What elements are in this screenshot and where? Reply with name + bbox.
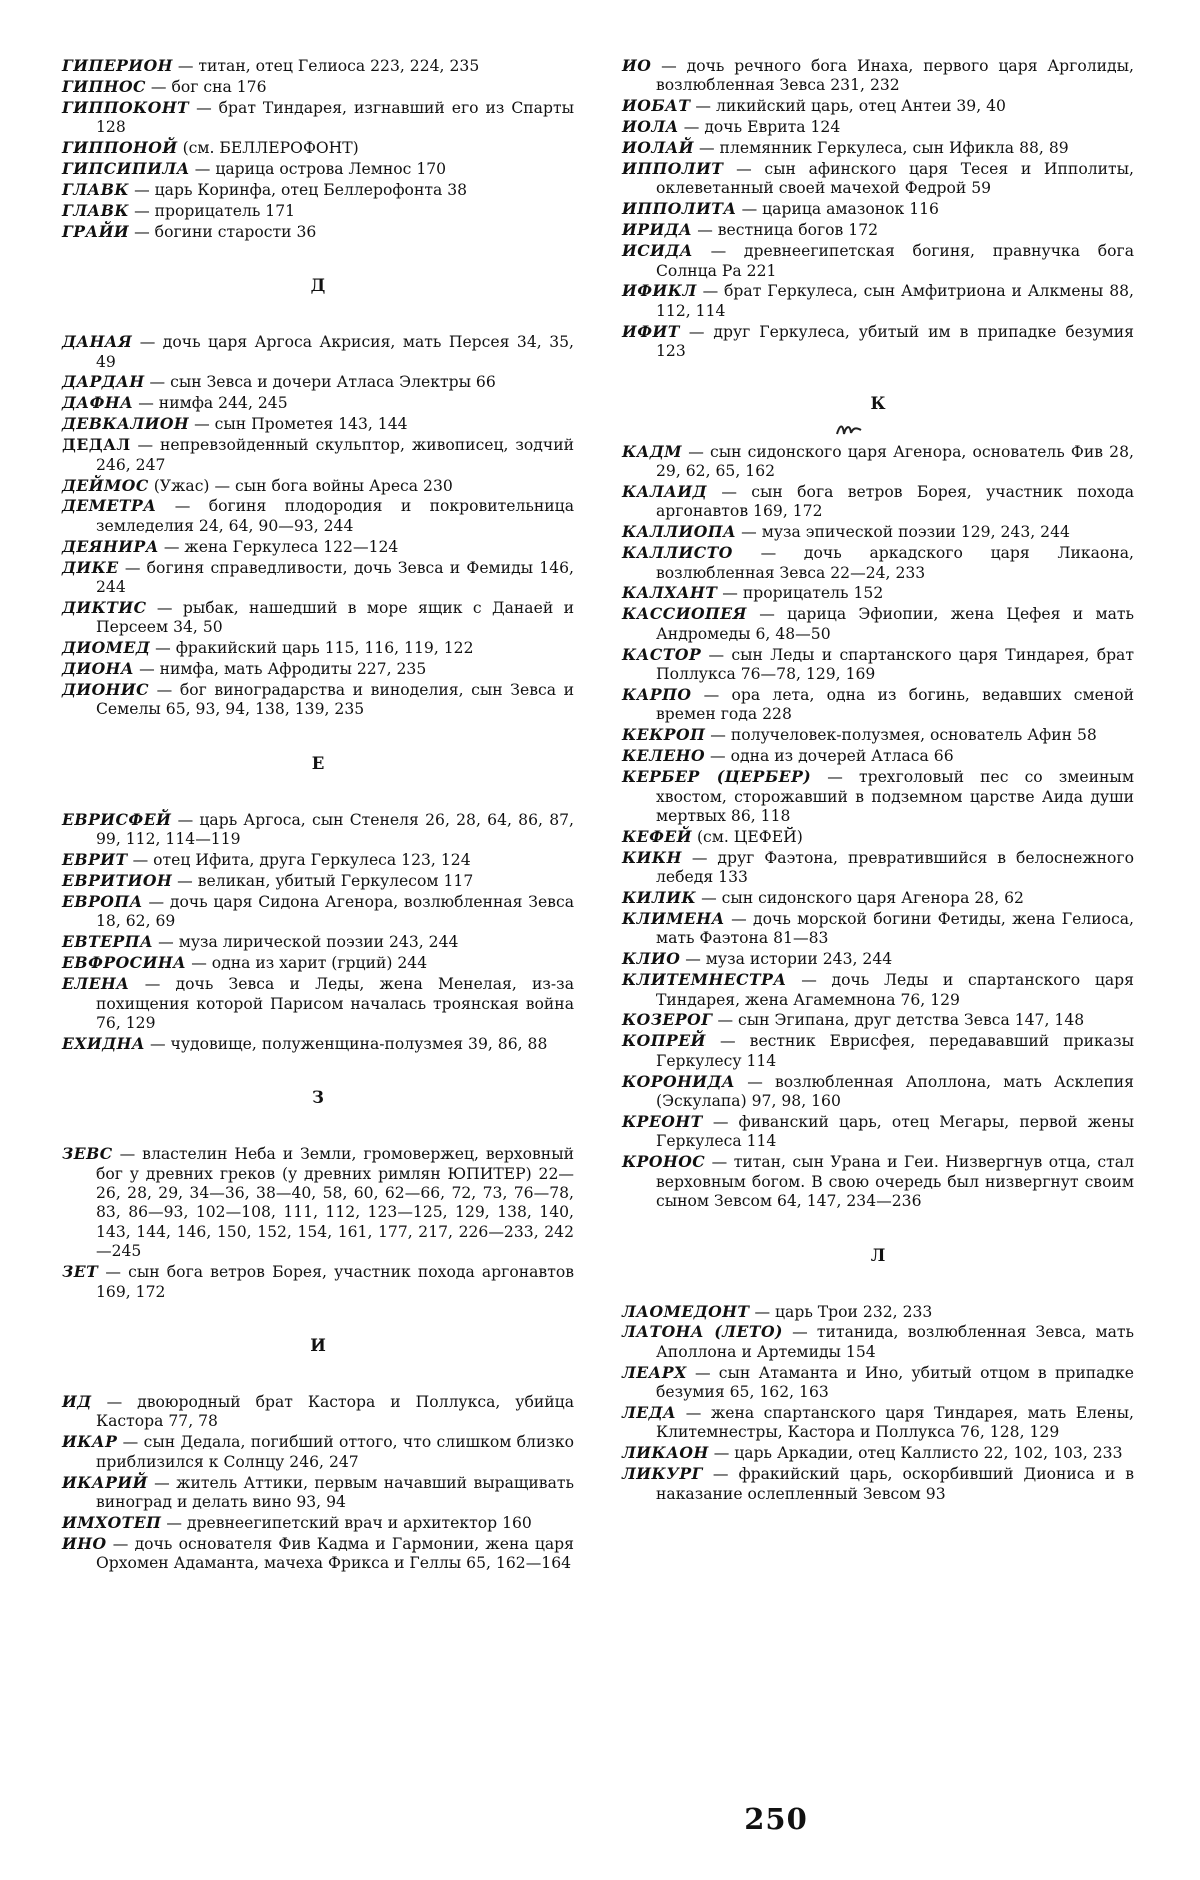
entry-term: ИОБАТ [622, 96, 691, 116]
section-letter-d: Д [310, 276, 326, 296]
entry-term: КЕЛЕНО [622, 746, 706, 766]
entry-term: ИППОЛИТ [622, 159, 724, 179]
entry-term: КАЛХАНТ [622, 583, 718, 603]
index-entry [62, 138, 574, 158]
entry-term: ИМХОТЕП [62, 1512, 162, 1532]
entry-term: ДЕВКАЛИОН [62, 414, 190, 434]
entry-text: — друг Геркулеса, убитый им в припадке безумия 123 [656, 322, 1134, 361]
index-entry [622, 725, 1134, 745]
entry-term: ЕЛЕНА [62, 974, 130, 994]
index-entry [62, 77, 574, 97]
entry-term: КЛИМЕНА [622, 908, 725, 928]
index-entry [62, 659, 574, 679]
index-entry [622, 281, 1134, 321]
page-number: 250 [744, 1802, 808, 1836]
entry-term: ЗЕТ [62, 1262, 99, 1282]
section-i [62, 1392, 574, 1574]
index-entry [62, 1534, 574, 1574]
entry-term: ИКАР [62, 1432, 118, 1452]
entry-text: — бог сна 176 [145, 77, 267, 96]
index-entry [62, 180, 574, 200]
entry-text: — ликийский царь, отец Антеи 39, 40 [690, 97, 1006, 116]
entry-text: — царь Аркадии, отец Каллисто 22, 102, 103, 233 [708, 1444, 1123, 1463]
index-entry [62, 1262, 574, 1302]
entry-text: — титан, отец Гелиоса 223, 224, 235 [172, 57, 480, 75]
entry-text: — нимфа, мать Афродиты 227, 235 [134, 660, 427, 679]
entry-term: ЛЕАРХ [622, 1362, 687, 1382]
entry-text: — великан, убитый Геркулесом 117 [172, 872, 474, 891]
index-entry [622, 1031, 1134, 1071]
index-entry [62, 435, 574, 475]
index-entry [62, 1392, 574, 1432]
index-entry [62, 372, 574, 392]
entry-text: — сын Эгипана, друг детства Зевса 147, 148 [712, 1011, 1085, 1030]
entry-term: КОРОНИДА [622, 1071, 736, 1091]
entry-term: ГЛАВК [62, 179, 130, 199]
index-entry [62, 850, 574, 870]
entry-term: ГИППОНОЙ [62, 138, 178, 158]
index-entry [622, 56, 1134, 96]
index-entry [622, 1302, 1134, 1322]
entry-text: — вестник Еврисфея, передававший приказы Геркулесу 114 [656, 1032, 1134, 1070]
index-entry [622, 1464, 1134, 1504]
index-entry [62, 892, 574, 932]
entry-text: — богиня справедливости, дочь Зевса и Фемиды 146, 244 [96, 558, 574, 597]
index-entry [622, 1443, 1134, 1463]
entry-term: КАССИОПЕЯ [622, 604, 747, 624]
index-entry [622, 1322, 1134, 1362]
entry-text: — жена спартанского царя Тиндарея, мать Елены, Клитемнестры, Кастора и Поллукса 76, 128, 129 [656, 1404, 1134, 1442]
index-entry [622, 322, 1134, 362]
entry-term: КЕКРОП [622, 725, 706, 745]
entry-term: ИФИТ [622, 321, 680, 341]
entry-text: — царь Коринфа, отец Беллерофонта 38 [129, 180, 468, 199]
index-entry [622, 138, 1134, 158]
entry-text: — титанида, возлюбленная Зевса, мать Аполлона и Артемиды 154 [656, 1323, 1134, 1361]
index-entry [62, 1144, 574, 1261]
section-k [622, 442, 1134, 1212]
entry-term: ЛАТОНА (ЛЕТО) [622, 1322, 783, 1342]
entry-text: — царица Эфиопии, жена Цефея и мать Андромеды 6, 48—50 [656, 605, 1134, 643]
entry-term: ЕВРОПА [62, 892, 143, 911]
entry-term: КАРПО [622, 684, 692, 704]
section-d [62, 332, 574, 720]
entry-term: ИОЛА [622, 117, 679, 137]
entry-term: КЛИО [622, 949, 681, 969]
index-entry [622, 543, 1134, 583]
entry-text: — дочь Зевса и Леды, жена Менелая, из-за похищения которой Парисом началась троянская война 76, 129 [96, 975, 574, 1032]
entry-text: — дочь аркадского царя Ликаона, возлюбленная Зевса 22—24, 233 [656, 544, 1134, 582]
index-entry [622, 1403, 1134, 1443]
index-entry [622, 159, 1134, 199]
entry-text: — друг Фаэтона, превратившийся в белоснежного лебедя 133 [656, 848, 1134, 887]
entry-term: ИКАРИЙ [62, 1472, 148, 1492]
index-entry [622, 583, 1134, 603]
entry-text: — жена Геркулеса 122—124 [158, 537, 399, 556]
entry-term: ЕВФРОСИНА [62, 953, 187, 973]
entry-term: ЕВРИТ [62, 850, 128, 870]
entry-term: ГРАЙИ [62, 221, 130, 241]
index-entry [62, 414, 574, 434]
entry-term: КАЛЛИСТО [622, 543, 733, 563]
section-letter-i: И [310, 1336, 326, 1355]
entry-term: ДАРДАН [62, 372, 145, 392]
entry-text: — брат Геркулеса, сын Амфитриона и Алкмены 88, 112, 114 [656, 282, 1134, 320]
entry-text: — властелин Неба и Земли, громовержец, верховный бог у древних греков (у древних римлян ЮПИТЕР) 22—26, 28, 29, 34—36, 38—40, 58, 60, 62—66, 72, 73, 76—78, 83, 86—93, 102—108, 111, 112, 123—125, 129, 138, 140, 143, 144, 146, 150, 152, 154, 161, 177, 217, 226—233, 242—245 [96, 1145, 574, 1261]
entry-text: — титан, сын Урана и Геи. Низвергнув отца, стал верховным богом. В свою очередь был низвергнут своим сыном Зевсом 64, 147, 234—236 [656, 1153, 1134, 1211]
entry-text: — получеловек-полузмея, основатель Афин 58 [705, 726, 1097, 745]
entry-text: — брат Тиндарея, изгнавший его из Спарты 128 [96, 98, 574, 137]
entry-text: — чудовище, полуженщина-полузмея 39, 86, 88 [145, 1034, 548, 1053]
index-entry [622, 1010, 1134, 1030]
index-entry [622, 241, 1134, 281]
index-entry [62, 932, 574, 952]
entry-text: — царица острова Лемнос 170 [189, 160, 447, 179]
entry-term: ЕВРИТИОН [62, 871, 173, 891]
entry-text: — сын Зевса и дочери Атласа Электры 66 [144, 373, 496, 392]
index-entry [62, 537, 574, 557]
entry-term: КЛИТЕМНЕСТРА [622, 970, 787, 990]
section-l [622, 1302, 1134, 1505]
entry-text: — прорицатель 171 [129, 201, 296, 220]
entry-text: — двоюродный брат Кастора и Поллукса, убийца Кастора 77, 78 [91, 1393, 574, 1431]
entry-text: — богини старости 36 [129, 222, 317, 241]
index-entry [622, 604, 1134, 644]
index-entry [622, 645, 1134, 685]
entry-text: — прорицатель 152 [717, 584, 884, 603]
section-i-continued [622, 56, 1134, 362]
index-entry [62, 598, 574, 638]
entry-text: — древнеегипетская богиня, правнучка бога Солнца Ра 221 [656, 242, 1134, 280]
entry-text: — непревзойденный скульптор, живописец, зодчий 246, 247 [96, 436, 574, 474]
entry-text: — дочь Еврита 124 [678, 118, 841, 137]
entry-term: ДИКЕ [62, 557, 119, 577]
entry-term: ИОЛАЙ [622, 138, 695, 158]
entry-term: ДАФНА [62, 393, 134, 413]
entry-text: (см. БЕЛЛЕРОФОНТ) [177, 139, 359, 158]
index-entry [62, 496, 574, 536]
index-entry [62, 558, 574, 598]
entry-text: — муза лирической поэзии 243, 244 [153, 933, 459, 952]
right-column [622, 56, 1134, 1504]
entry-term: ГИПНОС [62, 76, 146, 96]
entry-term: ДЕЯНИРА [62, 536, 159, 556]
entry-term: ЕВРИСФЕЙ [62, 809, 172, 829]
entry-text: — царица амазонок 116 [736, 200, 939, 219]
entry-term: ДИОНИС [62, 680, 150, 700]
entry-text: — дочь царя Сидона Агенора, возлюбленная Зевса 18, 62, 69 [96, 893, 574, 931]
entry-text: — сын Прометея 143, 144 [189, 415, 408, 434]
index-entry [622, 848, 1134, 888]
index-entry [622, 1363, 1134, 1403]
section-e [62, 810, 574, 1054]
entry-term: ДЕМЕТРА [62, 496, 157, 516]
entry-text: — дочь морской богини Фетиды, жена Гелиоса, мать Фаэтона 81—83 [656, 909, 1134, 948]
index-entry [62, 1513, 574, 1533]
entry-term: ЗЕВС [62, 1144, 113, 1164]
entry-text: — рыбак, нашедший в море ящик с Данаей и Персеем 34, 50 [96, 598, 574, 637]
entry-term: КАЛАИД [622, 481, 707, 501]
index-entry [622, 1112, 1134, 1152]
index-entry [622, 220, 1134, 240]
index-entry [622, 767, 1134, 826]
index-entry [62, 98, 574, 138]
entry-text: — древнеегипетский врач и архитектор 160 [161, 1513, 532, 1532]
entry-text: — сын сидонского царя Агенора 28, 62 [696, 889, 1024, 908]
entry-text: — царь Трои 232, 233 [749, 1302, 933, 1321]
index-entry [62, 332, 574, 372]
index-entry [62, 159, 574, 179]
index-entry [622, 482, 1134, 522]
entry-text: — ора лета, одна из богинь, ведавших сменой времен года 228 [656, 685, 1134, 724]
entry-text: — фракийский царь, оскорбивший Диониса и в наказание ослепленный Зевсом 93 [656, 1465, 1134, 1503]
entry-term: ИО [622, 56, 652, 75]
index-entry [62, 680, 574, 720]
section-letter-l: Л [870, 1245, 886, 1265]
entry-text: — племянник Геркулеса, сын Ификла 88, 89 [694, 139, 1069, 158]
entry-term: КАЛЛИОПА [622, 522, 737, 542]
entry-text: — возлюбленная Аполлона, мать Асклепия (Эскулапа) 97, 98, 160 [656, 1072, 1134, 1111]
left-column [62, 56, 574, 1574]
index-entry [622, 909, 1134, 949]
entry-term: ИД [62, 1392, 92, 1411]
section-letter-k: К [870, 393, 886, 413]
index-entry [622, 1152, 1134, 1211]
entry-text: — муза эпической поэзии 129, 243, 244 [736, 523, 1070, 542]
entry-text: — царь Аргоса, сын Стенеля 26, 28, 64, 86, 87, 99, 112, 114—119 [96, 810, 574, 849]
entry-term: ЛИКУРГ [622, 1464, 703, 1484]
entry-text: — сын Дедала, погибший оттого, что слишком близко приблизился к Солнцу 246, 247 [96, 1433, 574, 1471]
entry-term: ИСИДА [622, 241, 693, 261]
entry-text: — муза истории 243, 244 [680, 950, 893, 969]
entry-text: — вестница богов 172 [692, 221, 879, 240]
entry-text: — сын Атаманта и Ино, убитый отцом в припадке безумия 65, 162, 163 [656, 1363, 1134, 1402]
entry-text: — сын Леды и спартанского царя Тиндарея, брат Поллукса 76—78, 129, 169 [656, 645, 1134, 684]
entry-text: — дочь основателя Фив Кадма и Гармонии, жена царя Орхомен Адаманта, мачеха Фрикса и Геллы 65, 162—164 [96, 1534, 574, 1573]
index-entry [622, 970, 1134, 1010]
index-entry [62, 974, 574, 1033]
entry-term: ЕХИДНА [62, 1033, 146, 1053]
index-entry [622, 117, 1134, 137]
entry-term: КОЗЕРОГ [622, 1010, 713, 1030]
entry-text: — сын бога ветров Борея, участник похода аргонавтов 169, 172 [656, 482, 1134, 521]
entry-term: ИНО [62, 1533, 107, 1553]
entry-text: — одна из харит (грций) 244 [186, 954, 428, 973]
entry-term: ДИКТИС [62, 597, 147, 617]
entry-term: ЛИКАОН [622, 1443, 709, 1463]
entry-term: КИЛИК [622, 888, 697, 908]
index-entry [62, 810, 574, 850]
entry-term: КОПРЕЙ [622, 1031, 706, 1051]
index-entry [62, 953, 574, 973]
entry-term: КРЕОНТ [622, 1112, 703, 1131]
index-entry [622, 199, 1134, 219]
entry-term: ЛАОМЕДОНТ [622, 1301, 750, 1321]
entry-term: ГИПСИПИЛА [62, 159, 190, 179]
index-entry [622, 746, 1134, 766]
entry-text: — житель Аттики, первым начавший выращивать виноград и делать вино 93, 94 [96, 1473, 574, 1512]
entry-term: КАДМ [622, 441, 683, 461]
index-entry [622, 442, 1134, 482]
entry-text: — дочь речного бога Инаха, первого царя Арголиды, возлюбленная Зевса 231, 232 [651, 57, 1134, 95]
index-entry [622, 522, 1134, 542]
entry-term: ЛЕДА [622, 1403, 677, 1423]
index-entry [62, 1034, 574, 1054]
scribble-mark-icon [834, 418, 864, 440]
entry-text: — сын сидонского царя Агенора, основатель Фив 28, 29, 62, 65, 162 [656, 442, 1134, 480]
entry-text: — трехголовый пес со змеиным хвостом, сторожавший в подземном царстве Аида души мертвых 86, 118 [656, 768, 1134, 825]
entry-text: — фракийский царь 115, 116, 119, 122 [150, 639, 474, 658]
index-entry [62, 222, 574, 242]
entry-term: КЕФЕЙ [622, 826, 692, 846]
section-z [62, 1144, 574, 1302]
entry-term: ДИОМЕД [62, 638, 151, 658]
entry-text: — сын афинского царя Тесея и Ипполиты, оклеветанный своей мачехой Федрой 59 [656, 160, 1134, 198]
entry-text: — дочь Леды и спартанского царя Тиндарея, жена Агамемнона 76, 129 [656, 971, 1134, 1009]
index-entry [62, 201, 574, 221]
entry-term: ЕВТЕРПА [62, 932, 154, 952]
index-entry [62, 393, 574, 413]
entry-term: ГЛАВК [62, 200, 130, 220]
index-entry [622, 685, 1134, 725]
entry-term: ГИППОКОНТ [62, 97, 190, 117]
entry-text: — дочь царя Аргоса Акрисия, мать Персея 34, 35, 49 [96, 333, 574, 371]
index-entry [62, 1432, 574, 1472]
section-g-continued [62, 56, 574, 242]
handwritten-mark [622, 418, 1134, 442]
index-entry [622, 96, 1134, 116]
entry-term: ДАНАЯ [62, 332, 133, 352]
entry-term: ДЕЙМОС [62, 475, 149, 495]
entry-text: — бог виноградарства и виноделия, сын Зевса и Семелы 65, 93, 94, 138, 139, 235 [96, 681, 574, 719]
entry-term: ИФИКЛ [622, 281, 697, 301]
entry-text: — богиня плодородия и покровительница земледелия 24, 64, 90—93, 244 [96, 497, 574, 535]
entry-term: ИРИДА [622, 220, 693, 240]
section-letter-z: З [312, 1088, 324, 1108]
entry-term: ИППОЛИТА [622, 199, 737, 219]
entry-term: КЕРБЕР (ЦЕРБЕР) [622, 767, 812, 787]
index-entry [622, 827, 1134, 847]
index-entry [622, 888, 1134, 908]
entry-text: (Ужас) — сын бога войны Ареса 230 [148, 476, 453, 495]
entry-text: — нимфа 244, 245 [133, 394, 288, 413]
entry-term: ГИПЕРИОН [62, 56, 173, 75]
entry-term: КАСТОР [622, 644, 702, 664]
index-entry [62, 476, 574, 496]
entry-text: — отец Ифита, друга Геркулеса 123, 124 [127, 851, 471, 870]
entry-text: (см. ЦЕФЕЙ) [691, 827, 803, 846]
entry-term: ДЕДАЛ [62, 435, 131, 455]
entry-text: — фиванский царь, отец Мегары, первой жены Геркулеса 114 [656, 1113, 1134, 1151]
section-letter-e: Е [311, 753, 325, 773]
entry-term: КРОНОС [622, 1152, 706, 1172]
entry-text: — одна из дочерей Атласа 66 [705, 747, 954, 766]
index-entry [62, 871, 574, 891]
index-entry [622, 949, 1134, 969]
entry-term: ДИОНА [62, 659, 135, 679]
index-entry [62, 1473, 574, 1513]
index-entry [62, 638, 574, 658]
index-entry [622, 1072, 1134, 1112]
entry-text: — сын бога ветров Борея, участник похода аргонавтов 169, 172 [96, 1263, 574, 1301]
index-entry [62, 56, 574, 76]
entry-term: КИКН [622, 847, 682, 867]
